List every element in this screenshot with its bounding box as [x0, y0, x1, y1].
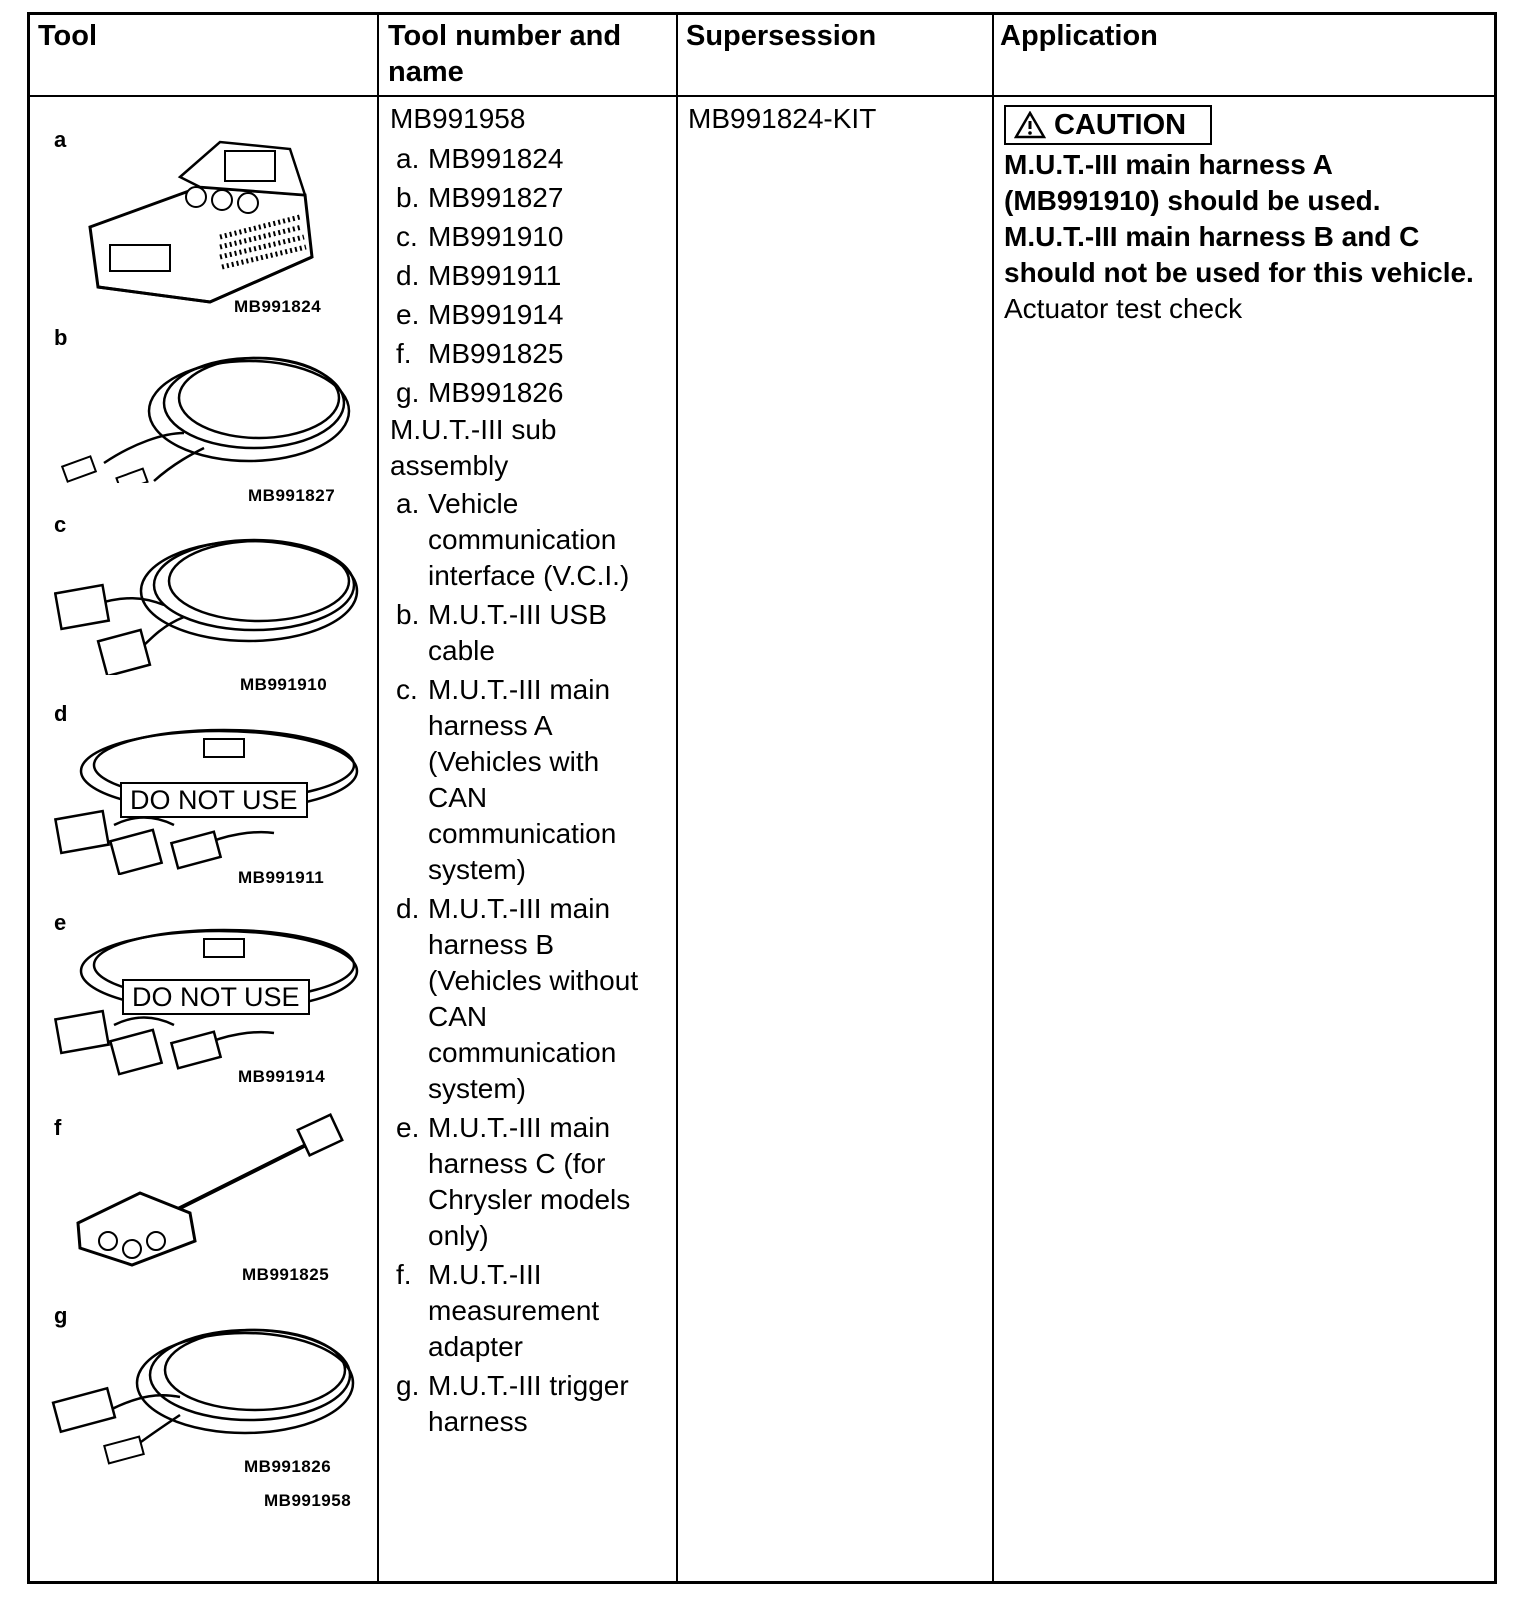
- tool-letter-e: e: [54, 910, 67, 935]
- column-divider: [992, 15, 994, 1581]
- column-divider: [377, 15, 379, 1581]
- tool-letter-f: f: [54, 1115, 62, 1140]
- tool-code-g: MB991826: [244, 1457, 332, 1476]
- warning-triangle-icon: [1014, 111, 1046, 139]
- tool-number-cell: [390, 99, 680, 1440]
- header-tool-number: Tool number and name: [388, 20, 622, 88]
- do-not-use-label-d: DO NOT USE: [120, 782, 308, 818]
- do-not-use-label-e: DO NOT USE: [122, 979, 310, 1015]
- component-item: d. M.U.T.-III main harness B (Vehicles without CAN communication system): [396, 893, 639, 1104]
- trigger-harness-image: [50, 1315, 360, 1465]
- application-text: Actuator test check: [1004, 293, 1243, 324]
- tool-number: MB991958: [390, 103, 526, 134]
- part-number-item: c. MB991910: [396, 221, 564, 252]
- supersession-value: MB991824-KIT: [688, 103, 877, 134]
- tool-code-d: MB991911: [238, 868, 325, 887]
- measurement-adapter-image: [70, 1113, 350, 1273]
- main-harness-a-image: [54, 525, 364, 675]
- tool-letter-d: d: [54, 701, 68, 726]
- part-number-list: [390, 139, 680, 412]
- component-item: a. Vehicle communication interface (V.C.I.): [396, 488, 630, 591]
- caution-box: [1004, 105, 1212, 145]
- part-number-item: g. MB991826: [396, 377, 564, 408]
- caution-text: M.U.T.-III main harness A (MB991910) should be used. M.U.T.-III main harness B and C should not be used for this vehicle.: [1004, 149, 1474, 288]
- kit-code: MB991958: [264, 1491, 352, 1510]
- tool-code-a: MB991824: [234, 297, 322, 316]
- header-divider: [30, 95, 1494, 97]
- sub-assembly-title: M.U.T.-III sub assembly: [390, 414, 557, 481]
- part-number-item: f. MB991825: [396, 338, 564, 369]
- tool-letter-c: c: [54, 512, 67, 537]
- part-number-item: e. MB991914: [396, 299, 564, 330]
- tool-code-b: MB991827: [248, 486, 336, 505]
- component-item: b. M.U.T.-III USB cable: [396, 599, 607, 666]
- part-number-item: b. MB991827: [396, 182, 564, 213]
- component-item: e. M.U.T.-III main harness C (for Chrysler models only): [396, 1112, 631, 1251]
- header-tool: Tool: [38, 20, 98, 52]
- caution-label: CAUTION: [1054, 109, 1187, 141]
- usb-cable-image: [54, 333, 354, 483]
- application-cell: [1004, 105, 1474, 327]
- component-list: [390, 486, 680, 1440]
- component-item: f. M.U.T.-III measurement adapter: [396, 1259, 600, 1362]
- component-item: g. M.U.T.-III trigger harness: [396, 1370, 629, 1437]
- part-number-item: d. MB991911: [396, 260, 562, 291]
- component-item: c. M.U.T.-III main harness A (Vehicles with CAN communication system): [396, 674, 617, 885]
- tool-code-e: MB991914: [238, 1067, 326, 1086]
- tool-code-c: MB991910: [240, 675, 328, 694]
- tool-letter-a: a: [54, 127, 67, 152]
- vci-device-image: [80, 137, 320, 307]
- header-supersession: Supersession: [686, 20, 877, 52]
- tool-letter-b: b: [54, 325, 68, 350]
- part-number-item: a. MB991824: [396, 143, 564, 174]
- tool-letter-g: g: [54, 1303, 68, 1328]
- header-application: Application: [1000, 20, 1158, 52]
- tool-code-f: MB991825: [242, 1265, 330, 1284]
- special-tools-table: [27, 12, 1497, 1584]
